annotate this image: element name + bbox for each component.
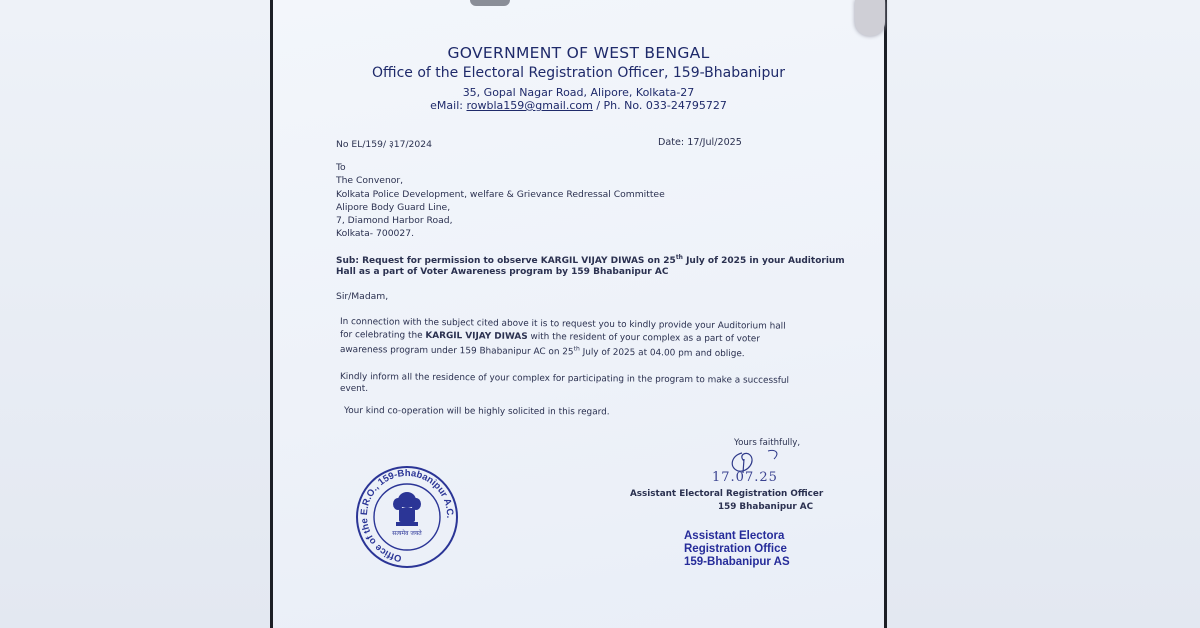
- national-emblem-icon: [393, 492, 421, 526]
- subject-suffix: July of 2025 in your Auditorium: [682, 256, 845, 266]
- recipient-line: Kolkata- 700027.: [336, 228, 414, 239]
- body-paragraph-2-line-1: Kindly inform all the residence of your complex for participating in the program to make a successful: [339, 372, 790, 386]
- body-text: with the resident of your complex as a part of voter: [527, 331, 760, 345]
- signatory-constituency: 159 Bhabanipur AC: [718, 502, 814, 512]
- seal-ring-text: Office of the E.R.O., 159-Bhabanipur A.C.: [358, 467, 456, 564]
- body-text: awareness program under 159 Bhabanipur AC on 25: [339, 344, 574, 358]
- subject-prefix: Sub: Request for permission to observe: [336, 256, 541, 266]
- page-edge-right: [884, 0, 887, 628]
- subject-day-suffix: th: [675, 254, 683, 261]
- body-paragraph-2-line-2: event.: [340, 384, 369, 394]
- background-left: [0, 0, 270, 628]
- letterhead-government: GOVERNMENT OF WEST BENGAL: [447, 44, 710, 62]
- body-text: July of 2025 at 04.00 pm and oblige.: [579, 347, 745, 360]
- body-day-suffix: th: [573, 345, 580, 353]
- stamp-line-1: Assistant Electora: [684, 530, 785, 542]
- signatory-designation: Assistant Electoral Registration Officer: [630, 489, 824, 499]
- email-label: eMail:: [430, 99, 463, 112]
- letterhead-office: Office of the Electoral Registration Officer, 159-Bhabanipur: [372, 65, 785, 81]
- subject-event: KARGIL VIJAY DIWAS: [540, 256, 645, 266]
- body-paragraph-3: Your kind co-operation will be highly solicited in this regard.: [343, 406, 610, 418]
- body-event: KARGIL VIJAY DIWAS: [425, 330, 528, 342]
- recipient-line: Kolkata Police Development, welfare & Grievance Redressal Committee: [336, 189, 665, 200]
- stamp-line-2: Registration Office: [684, 543, 787, 555]
- email-link[interactable]: rowbla159@gmail.com: [466, 99, 593, 112]
- reference-number: No EL/159/ ३17/2024: [336, 139, 432, 150]
- recipient-line: The Convenor,: [336, 175, 404, 186]
- seal-motto: सत्यमेव जयते: [392, 530, 422, 537]
- stamp-line-3: 159-Bhabanipur AS: [684, 556, 790, 568]
- body-text: for celebrating the: [339, 330, 426, 341]
- salutation: Sir/Madam,: [336, 291, 389, 302]
- subject-line-2: Hall as a part of Voter Awareness program by 159 Bhabanipur AC: [336, 267, 669, 277]
- subject-line-1: [336, 254, 845, 266]
- subject-day: on 25: [644, 256, 676, 266]
- recipient-line: Alipore Body Guard Line,: [336, 202, 451, 213]
- letterhead-contact: [273, 99, 884, 112]
- office-seal: [352, 462, 462, 574]
- phone-number: / Ph. No. 033-24795727: [596, 99, 727, 112]
- yours-faithfully: Yours faithfully,: [734, 438, 801, 448]
- letterhead-address: 35, Gopal Nagar Road, Alipore, Kolkata-27: [462, 86, 695, 99]
- recipient-line: 7, Diamond Harbor Road,: [336, 215, 453, 226]
- recipient-to: To: [336, 162, 346, 173]
- designation-stamp: [684, 530, 790, 569]
- body-paragraph-1-line-1: In connection with the subject cited above it is to request you to kindly provide your Auditorium hall: [339, 317, 786, 332]
- letter-date: Date: 17/Jul/2025: [658, 137, 742, 148]
- background-right: [887, 0, 1200, 628]
- signature-date: 17.07.25: [712, 470, 778, 485]
